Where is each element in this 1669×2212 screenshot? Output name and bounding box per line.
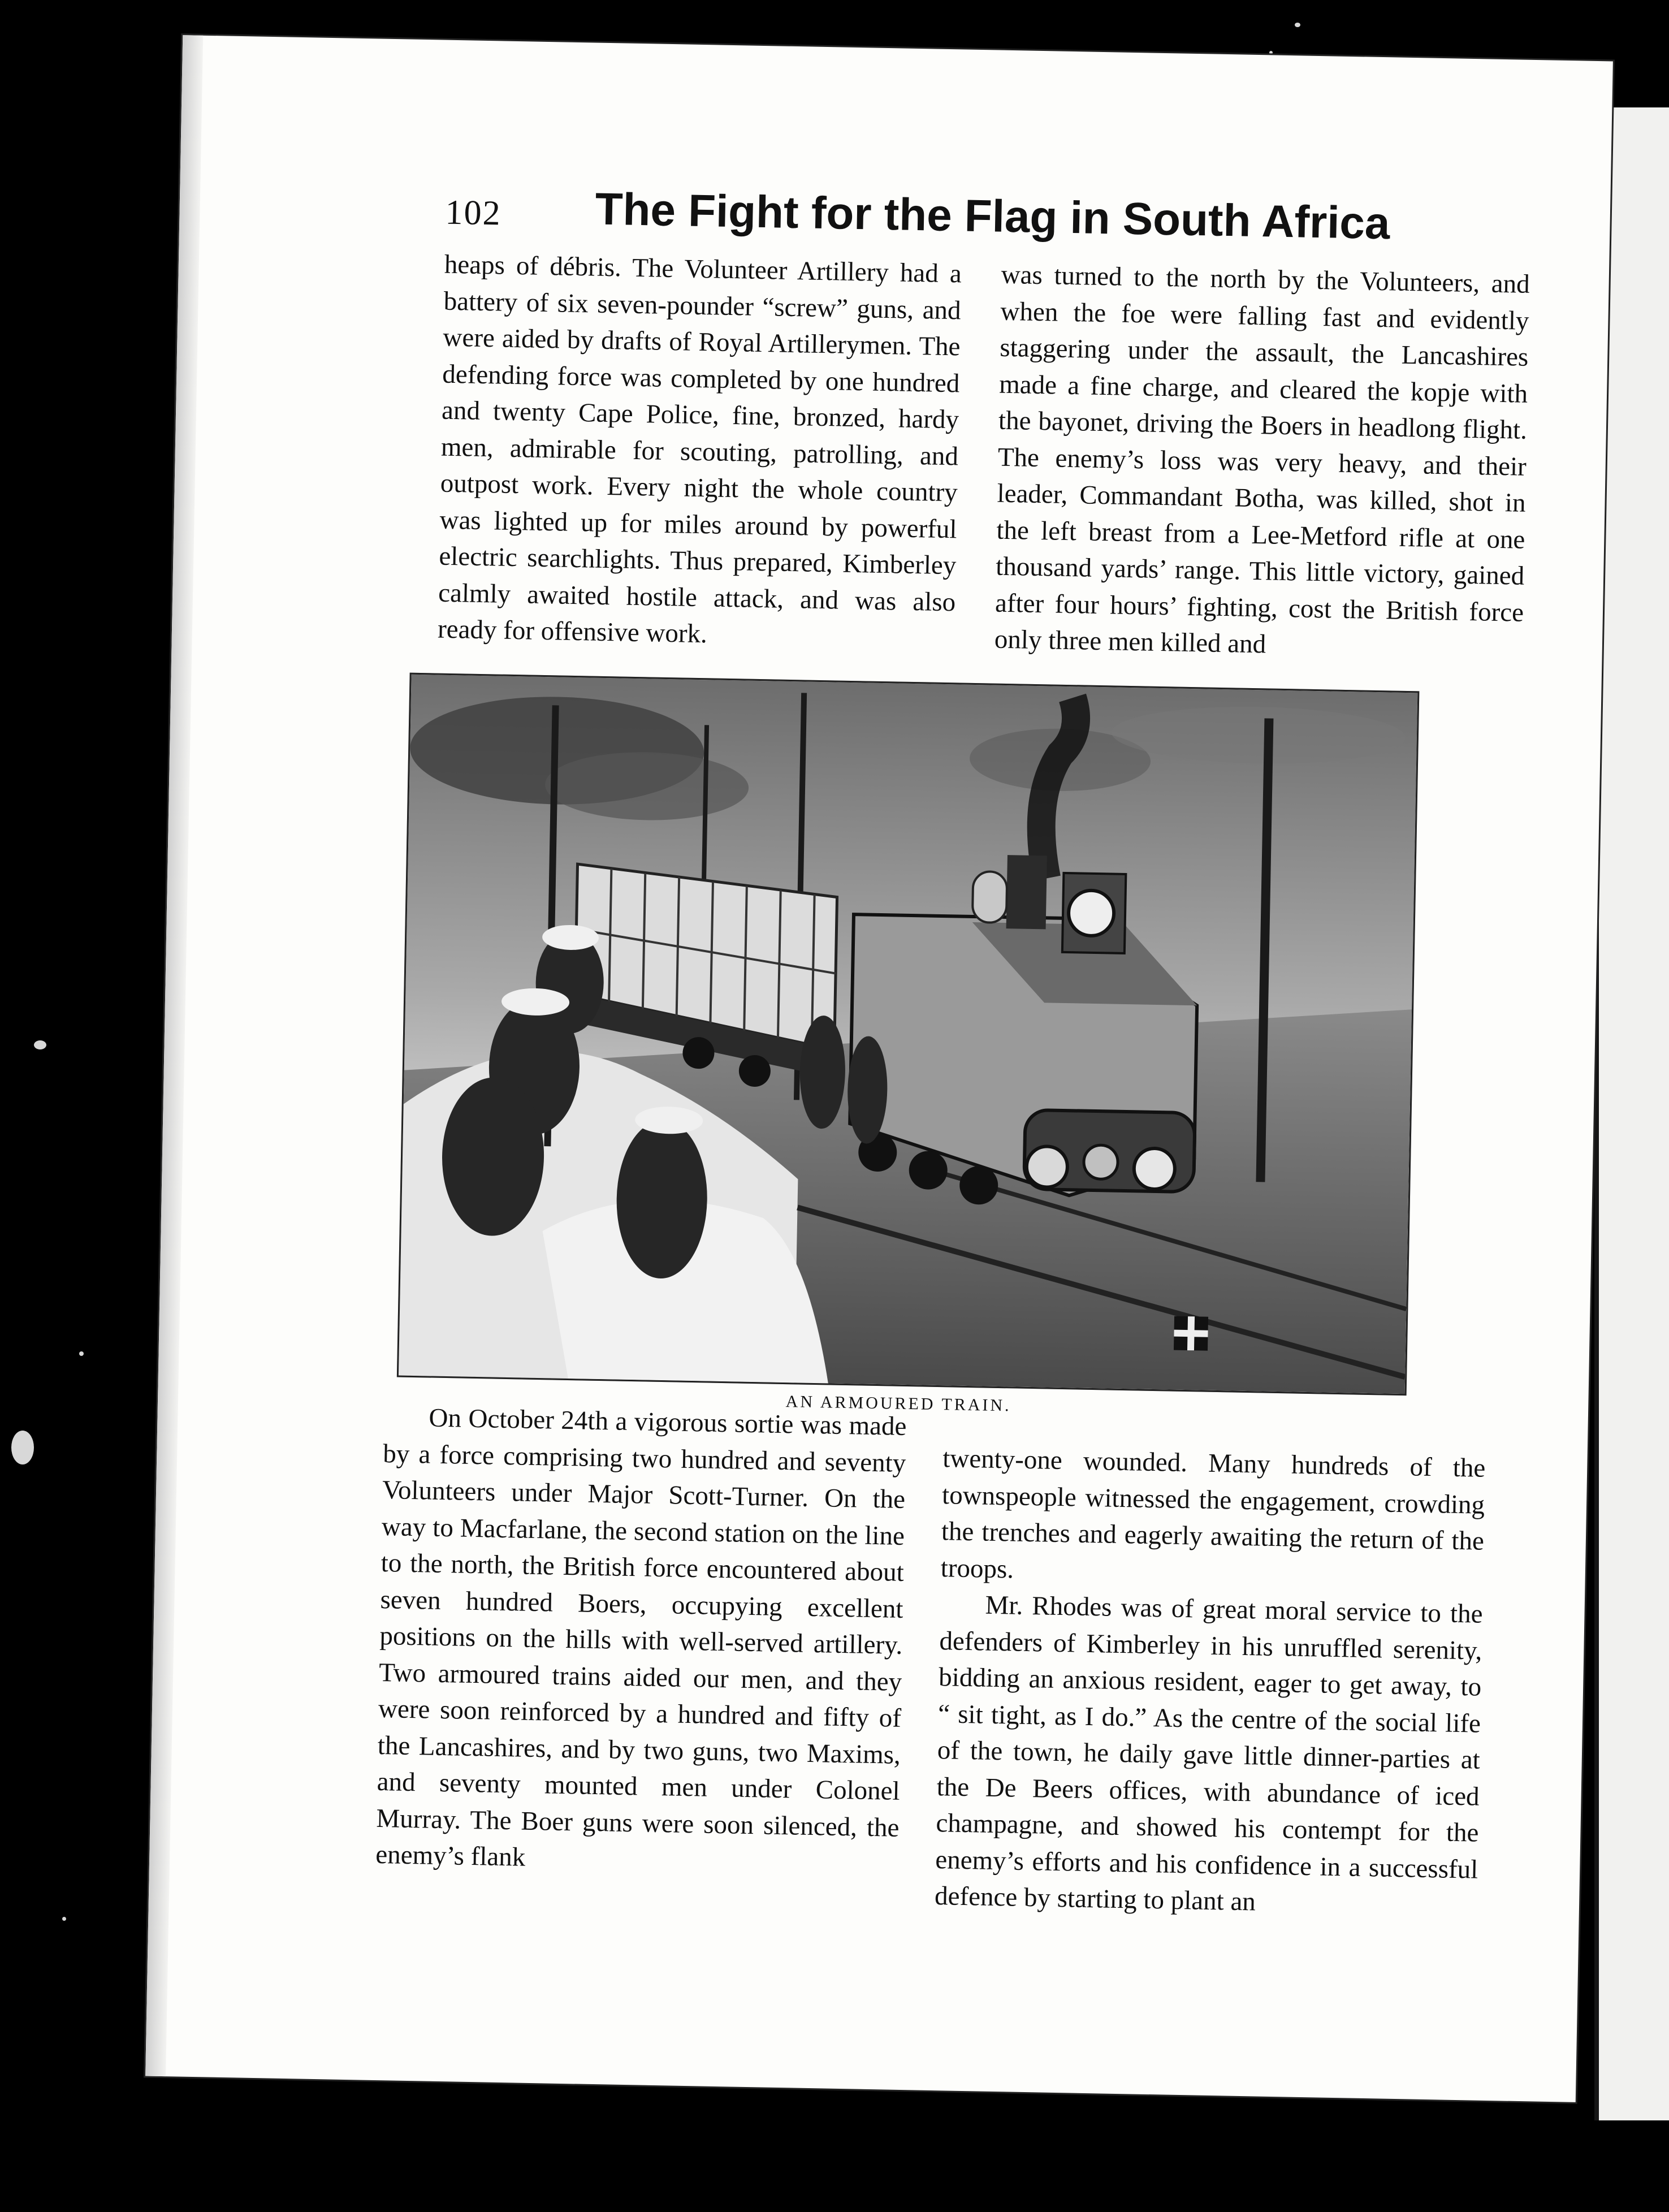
book-page [145, 35, 1613, 2102]
dust-speck [1269, 51, 1273, 54]
dust-speck [34, 1040, 46, 1049]
text-column-top-left [438, 247, 962, 657]
armoured-train-drawing [399, 675, 1417, 1394]
paragraph: On October 24th a vigorous sortie was made by a force comprising two hundred and seventy Volunteers under Major Scott-Turner. On the way to Macfarlane, the second station on the line to the north, the British force encountered about seven hundred Boers, occupying excellent positions on the hills with well-served artillery. Two armoured trains aided our men, and they were soon reinforced by a hundred and fifty of the Lancashires, and by two guns, two Maxims, and seventy mounted men under Colonel Murray. The Boer guns were soon silenced, the enemy’s flank [375, 1403, 907, 1872]
armoured-train-illustration [397, 673, 1420, 1396]
paragraph: heaps of débris. The Volunteer Artillery had a battery of six seven-pounder “screw” guns, and were aided by drafts of Royal Artillerymen. The defending force was completed by one hundred and twenty Cape Police, fine, bronzed, hardy men, admirable for scouting, patrolling, and outpost work. Every night the whole country was lighted up for miles around by powerful electric searchlights. Thus prepared, Kimberley calmly awaited hostile attack, and was also ready for offensive work. [437, 249, 962, 649]
text-column-top-right [994, 257, 1530, 668]
figure-caption: AN ARMOURED TRAIN. [785, 1392, 1011, 1415]
paragraph: Mr. Rhodes was of great moral service to the defenders of Kimberley in his unruffled serenity, bidding an anxious resident, eager to get away, to “ sit tight, as I do.” As the centre of the social life of the town, he daily gave little dinner-parties at the De Beers offices, with abundance of iced champagne, and showed his contempt for the enemy’s efforts and his confidence in a successful defence by starting to plant an [934, 1590, 1483, 1917]
paragraph: twenty-one wounded. Many hundreds of the townspeople witnessed the engagement, crowding the trenches and eagerly awaiting the return of the troops. [940, 1444, 1486, 1584]
dust-speck [1295, 23, 1300, 27]
dust-speck [79, 1351, 84, 1356]
dust-speck [62, 1917, 66, 1921]
dust-speck [11, 1431, 34, 1464]
page-number: 102 [444, 193, 502, 233]
running-title: The Fight for the Flag in South Africa [594, 183, 1391, 249]
text-column-bottom-left [375, 1399, 907, 1882]
paragraph: was turned to the north by the Volunteers, and when the foe were falling fast and evidently staggering under the assault, the Lancashires made a fine charge, and cleared the kopje with the bayonet, driving the Boers in headlong flight. The enemy’s loss was very heavy, and their leader, Commandant Botha, was killed, shot in the left breast from a Lee-Metford rifle at one thousand yards’ range. This little victory, gained after four hours’ fighting, cost the British force only three men killed and [994, 260, 1530, 659]
text-column-bottom-right [935, 1440, 1486, 1924]
